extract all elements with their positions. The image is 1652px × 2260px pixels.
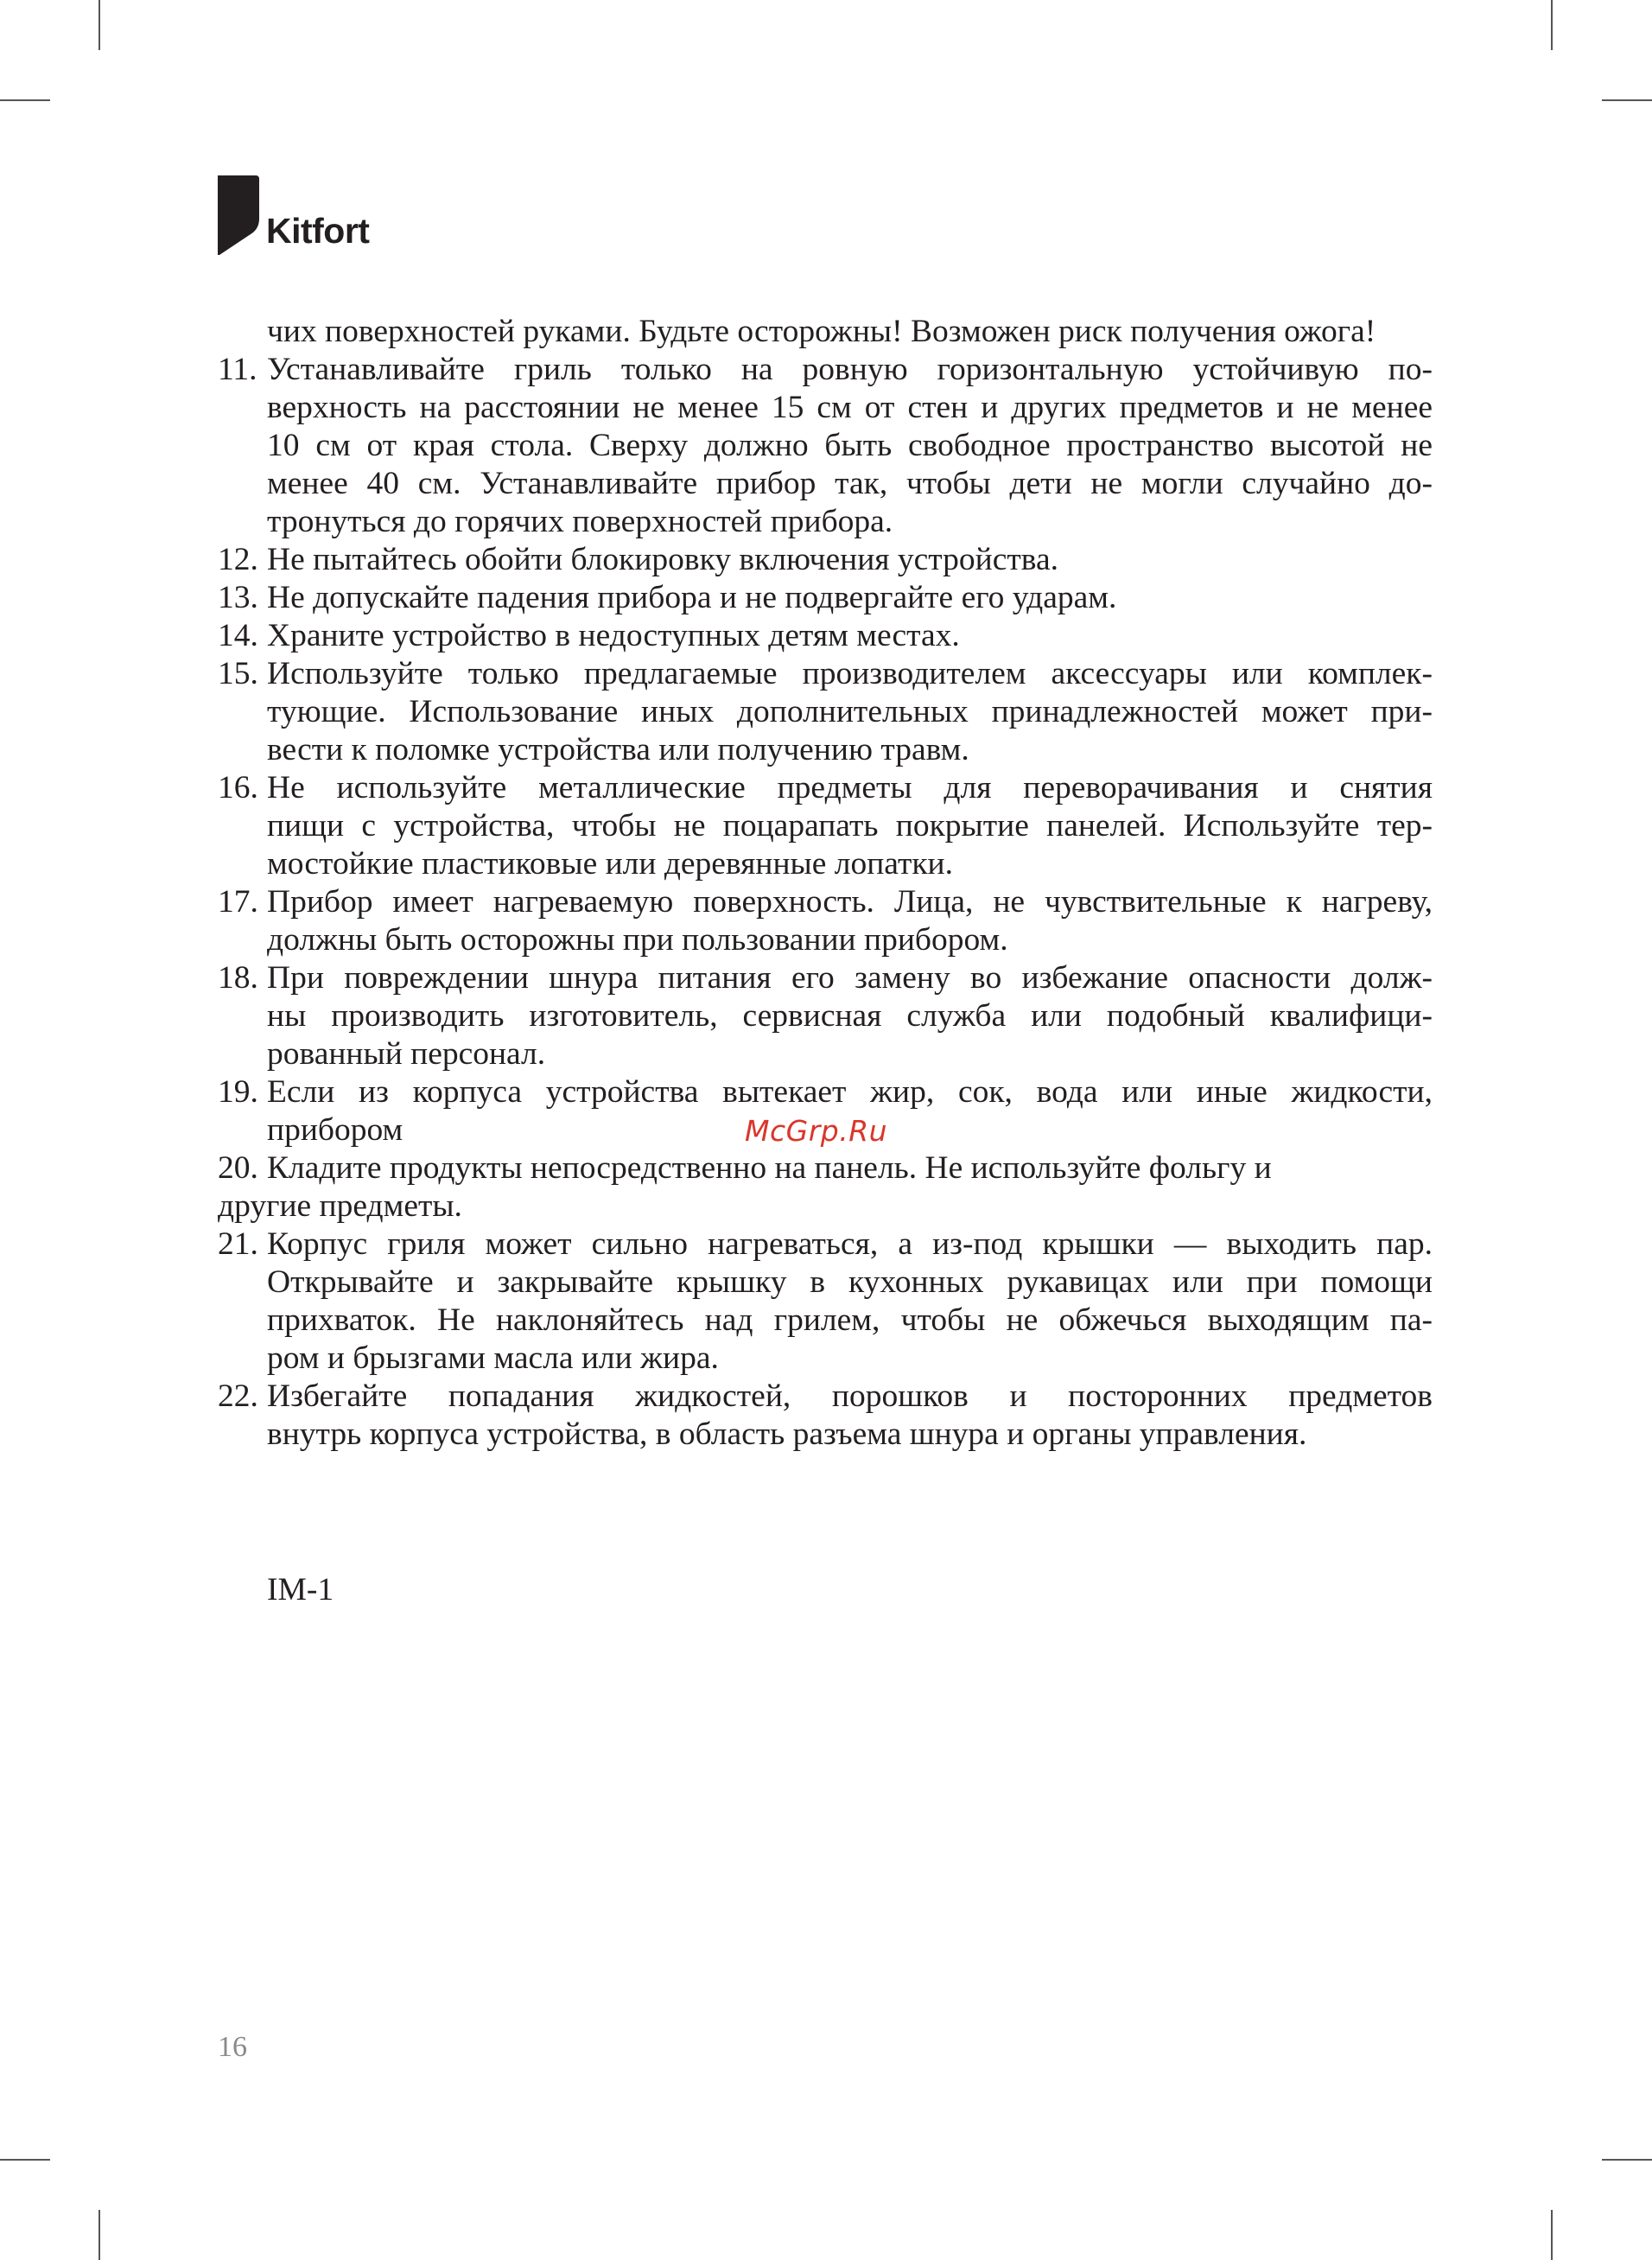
item-line: ны производить изготовитель, сервисная служба или подобный квалифици- — [267, 998, 1433, 1034]
item-number: 19. — [218, 1074, 258, 1110]
item-line: При повреждении шнура питания его замену во избежание опасности долж- — [267, 960, 1433, 996]
crop-mark — [0, 2159, 50, 2161]
item-line: 10 см от края стола. Сверху должно быть свободное пространство высотой не — [267, 428, 1433, 463]
list-item — [218, 617, 1433, 655]
item-number: 18. — [218, 960, 258, 996]
item-line: Используйте только предлагаемые производителем аксессуары или комплек- — [267, 656, 1433, 691]
item-line: Не пытайтесь обойти блокировку включения устройства. — [267, 542, 1058, 577]
brand-logo — [218, 175, 382, 258]
continuation-line: чих поверхностей руками. Будьте осторожны! Возможен риск получения ожога! — [267, 314, 1376, 349]
list-item — [218, 579, 1433, 617]
item-line: Устанавливайте гриль только на ровную горизонтальную устойчивую по- — [267, 352, 1433, 387]
item-number: 17. — [218, 884, 258, 920]
crop-mark — [1551, 2210, 1553, 2260]
item-line: Если из корпуса устройства вытекает жир, сок, вода или иные жидкости, — [267, 1074, 1433, 1110]
crop-mark — [1602, 99, 1652, 101]
item-line: вести к поломке устройства или получению травм. — [267, 732, 969, 767]
item-line: ром и брызгами масла или жира. — [267, 1340, 719, 1376]
list-item — [218, 1378, 1433, 1454]
watermark: McGrp.Ru — [745, 1114, 888, 1148]
item-line: Корпус гриля может сильно нагреваться, а из-под крышки — выходить пар. — [267, 1226, 1433, 1262]
item-number: 14. — [218, 618, 258, 653]
item-line: мостойкие пластиковые или деревянные лопатки. — [267, 846, 954, 882]
document-code: IM-1 — [267, 1572, 334, 1607]
item-line: прихваток. Не наклоняйтесь над грилем, чтобы не обжечься выходящим па- — [267, 1302, 1433, 1338]
item-number: 22. — [218, 1378, 258, 1414]
list-item — [218, 541, 1433, 579]
item-number: 16. — [218, 770, 258, 805]
item-line: Прибор имеет нагреваемую поверхность. Лица, не чувствительные к нагреву, — [267, 884, 1433, 920]
list-item — [218, 655, 1433, 769]
item-line: внутрь корпуса устройства, в область разъема шнура и органы управления. — [267, 1416, 1307, 1452]
crop-mark — [98, 0, 100, 50]
item-line: Храните устройство в недоступных детям местах. — [267, 618, 960, 653]
page-number: 16 — [218, 2031, 247, 2063]
item-line: Открывайте и закрывайте крышку в кухонных рукавицах или при помощи — [267, 1264, 1433, 1300]
item-number: 20. — [218, 1150, 258, 1186]
item-line: верхность на расстоянии не менее 15 см от стен и других предметов и не менее — [267, 390, 1433, 425]
item-line: Избегайте попадания жидкостей, порошков и посторонних предметов — [267, 1378, 1433, 1414]
brand-name: Kitfort — [266, 211, 370, 251]
item-line: другие предметы. — [218, 1188, 462, 1224]
item-line: тронуться до горячих поверхностей прибора. — [267, 504, 893, 539]
list-item — [218, 959, 1433, 1073]
item-number: 13. — [218, 580, 258, 615]
item-line: должны быть осторожны при пользовании прибором. — [267, 922, 1008, 958]
crop-mark — [1551, 0, 1553, 50]
list-item — [218, 1149, 1433, 1225]
item-line: пищи с устройства, чтобы не поцарапать покрытие панелей. Используйте тер- — [267, 808, 1433, 844]
document-body — [218, 313, 1433, 1454]
item-line: прибором — [267, 1112, 403, 1148]
kitfort-logo-icon — [218, 175, 270, 255]
item-line: рованный персонал. — [267, 1036, 546, 1072]
item-line: Кладите продукты непосредственно на панель. Не используйте фольгу и — [267, 1150, 1272, 1186]
item-line: тующие. Использование иных дополнительных принадлежностей может при- — [267, 694, 1433, 729]
item-number: 15. — [218, 656, 258, 691]
list-item — [218, 769, 1433, 883]
item-line: Не допускайте падения прибора и не подвергайте его ударам. — [267, 580, 1117, 615]
list-item — [218, 883, 1433, 959]
crop-mark — [1602, 2159, 1652, 2161]
item-number: 12. — [218, 542, 258, 577]
item-line: Не используйте металлические предметы для переворачивания и снятия — [267, 770, 1433, 805]
item-line: менее 40 см. Устанавливайте прибор так, чтобы дети не могли случайно до- — [267, 466, 1433, 501]
item-number: 21. — [218, 1226, 258, 1262]
crop-mark — [0, 99, 50, 101]
list-item — [218, 1225, 1433, 1378]
list-item — [218, 351, 1433, 541]
crop-mark — [98, 2210, 100, 2260]
item-number: 11. — [218, 352, 257, 387]
